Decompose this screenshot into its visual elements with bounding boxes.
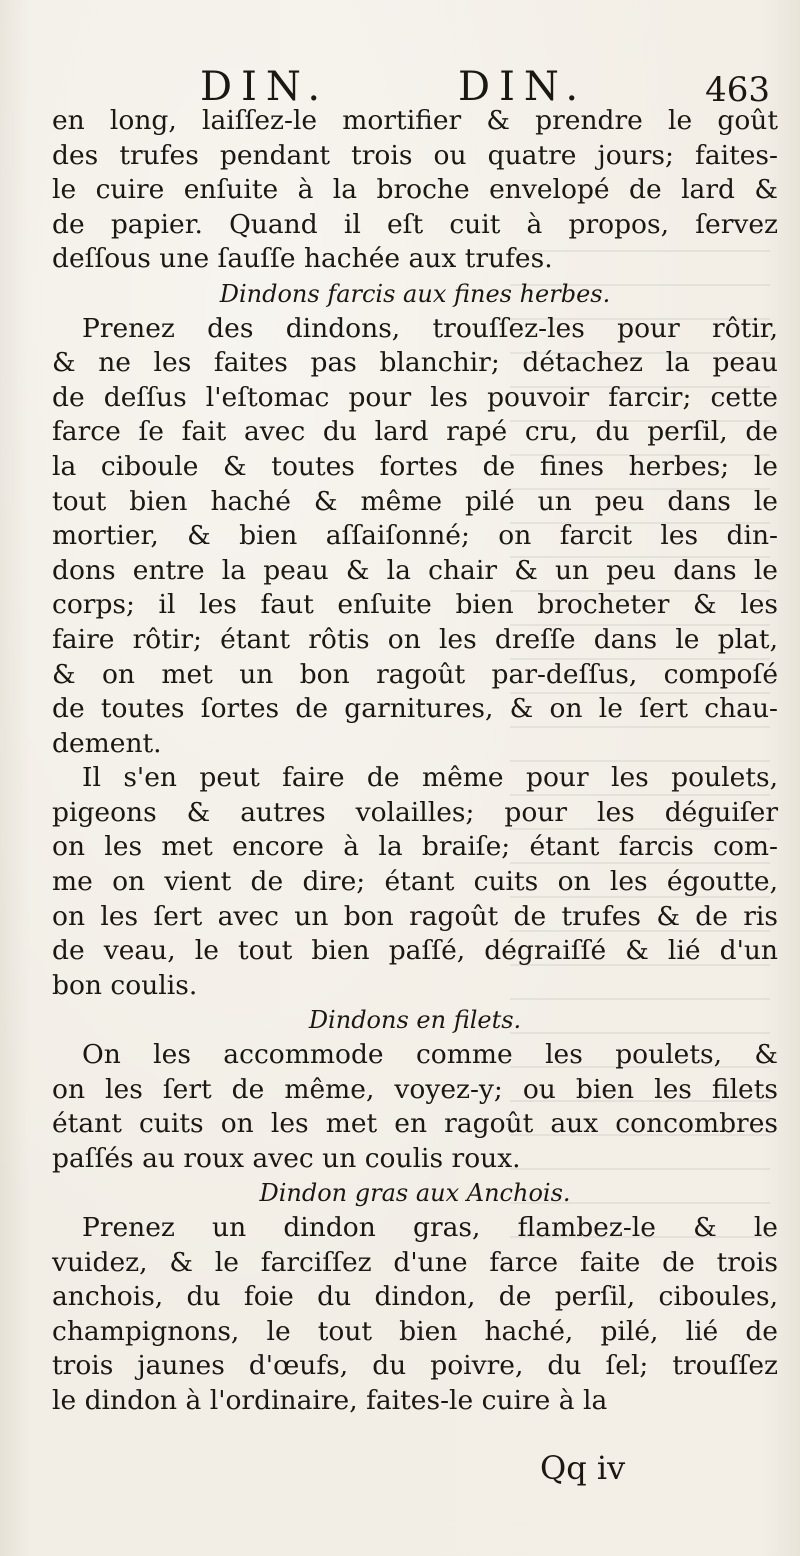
text-line: & on met un bon ragoût par-deſſus, compoſé	[52, 658, 778, 690]
signature-mark: Qq iv	[540, 1449, 626, 1487]
text-line: de veau, le tout bien paſſé, dégraiſſé & lié d'un	[52, 935, 778, 967]
text-line: corps; il les faut enſuite bien brocheter & les	[52, 589, 778, 621]
text-line: champignons, le tout bien haché, pilé, lié de	[52, 1315, 778, 1347]
page-body	[52, 104, 778, 1419]
paragraph	[52, 761, 778, 1003]
text-line: la ciboule & toutes fortes de fines herbes; le	[52, 450, 778, 482]
text-line: & ne les faites pas blanchir; détachez la peau	[52, 347, 778, 379]
running-head-right: DIN.	[458, 64, 588, 110]
text-line: deſſous une ſauſſe hachée aux trufes.	[52, 243, 553, 275]
text-line: trois jaunes d'œufs, du poivre, du ſel; trouſſez	[52, 1350, 778, 1382]
text-line: Prenez des dindons, trouſſez-les pour rôtir,	[82, 312, 778, 344]
text-line: le cuire enſuite à la broche envelopé de lard &	[52, 174, 778, 206]
text-line: de deſſus l'eſtomac pour les pouvoir farcir; cette	[52, 381, 778, 413]
paragraph	[52, 104, 778, 277]
text-line: bon coulis.	[52, 969, 198, 1001]
text-line: On les accommode comme les poulets, &	[82, 1039, 778, 1071]
text-line: dement.	[52, 727, 162, 759]
text-line: on les ſert avec un bon ragoût de trufes & de ris	[52, 900, 778, 932]
text-line: dons entre la peau & la chair & un peu dans le	[52, 554, 778, 586]
text-line: mortier, & bien aſſaiſonné; on farcit les din-	[52, 520, 778, 552]
recipe-heading: Dindons en filets.	[308, 1006, 522, 1035]
page-number: 463	[705, 70, 770, 110]
text-line: paſſés au roux avec un coulis roux.	[52, 1142, 521, 1174]
text-line: on les ſert de même, voyez-y; ou bien les filets	[52, 1073, 778, 1105]
text-line: de papier. Quand il eſt cuit à propos, ſervez	[52, 208, 778, 240]
text-line: vuidez, & le farciſſez d'une farce faite de trois	[52, 1246, 778, 1278]
text-line: étant cuits on les met en ragoût aux concombres	[52, 1108, 778, 1140]
text-line: des trufes pendant trois ou quatre jours; faites-	[52, 139, 778, 171]
text-line: Prenez un dindon gras, flambez-le & le	[82, 1212, 778, 1243]
paragraph	[52, 1038, 778, 1176]
text-line: pigeons & autres volailles; pour les déguiſer	[52, 796, 778, 828]
paragraph	[52, 1211, 778, 1419]
text-line: Il s'en peut faire de même pour les poulets,	[82, 762, 778, 794]
text-line: faire rôtir; étant rôtis on les dreſſe dans le plat,	[52, 623, 778, 655]
text-line: de toutes ſortes de garnitures, & on le ſert chau-	[52, 693, 778, 725]
running-head-left: DIN.	[200, 64, 330, 110]
paragraph	[52, 312, 778, 762]
text-line: en long, laiſſez-le mortifier & prendre le goût	[52, 105, 778, 136]
text-line: on les met encore à la braiſe; étant farcis com-	[52, 831, 778, 863]
text-line: anchois, du foie du dindon, de perſil, ciboules,	[52, 1281, 778, 1313]
text-line: le dindon à l'ordinaire, faites-le cuire à la	[52, 1384, 608, 1416]
text-line: farce ſe fait avec du lard rapé cru, du perſil, de	[52, 416, 778, 448]
text-line: me on vient de dire; étant cuits on les égoutte,	[52, 866, 778, 898]
text-line: tout bien haché & même pilé un peu dans le	[52, 485, 778, 517]
recipe-heading: Dindon gras aux Anchois.	[259, 1179, 571, 1208]
recipe-heading: Dindons farcis aux fines herbes.	[219, 279, 611, 308]
